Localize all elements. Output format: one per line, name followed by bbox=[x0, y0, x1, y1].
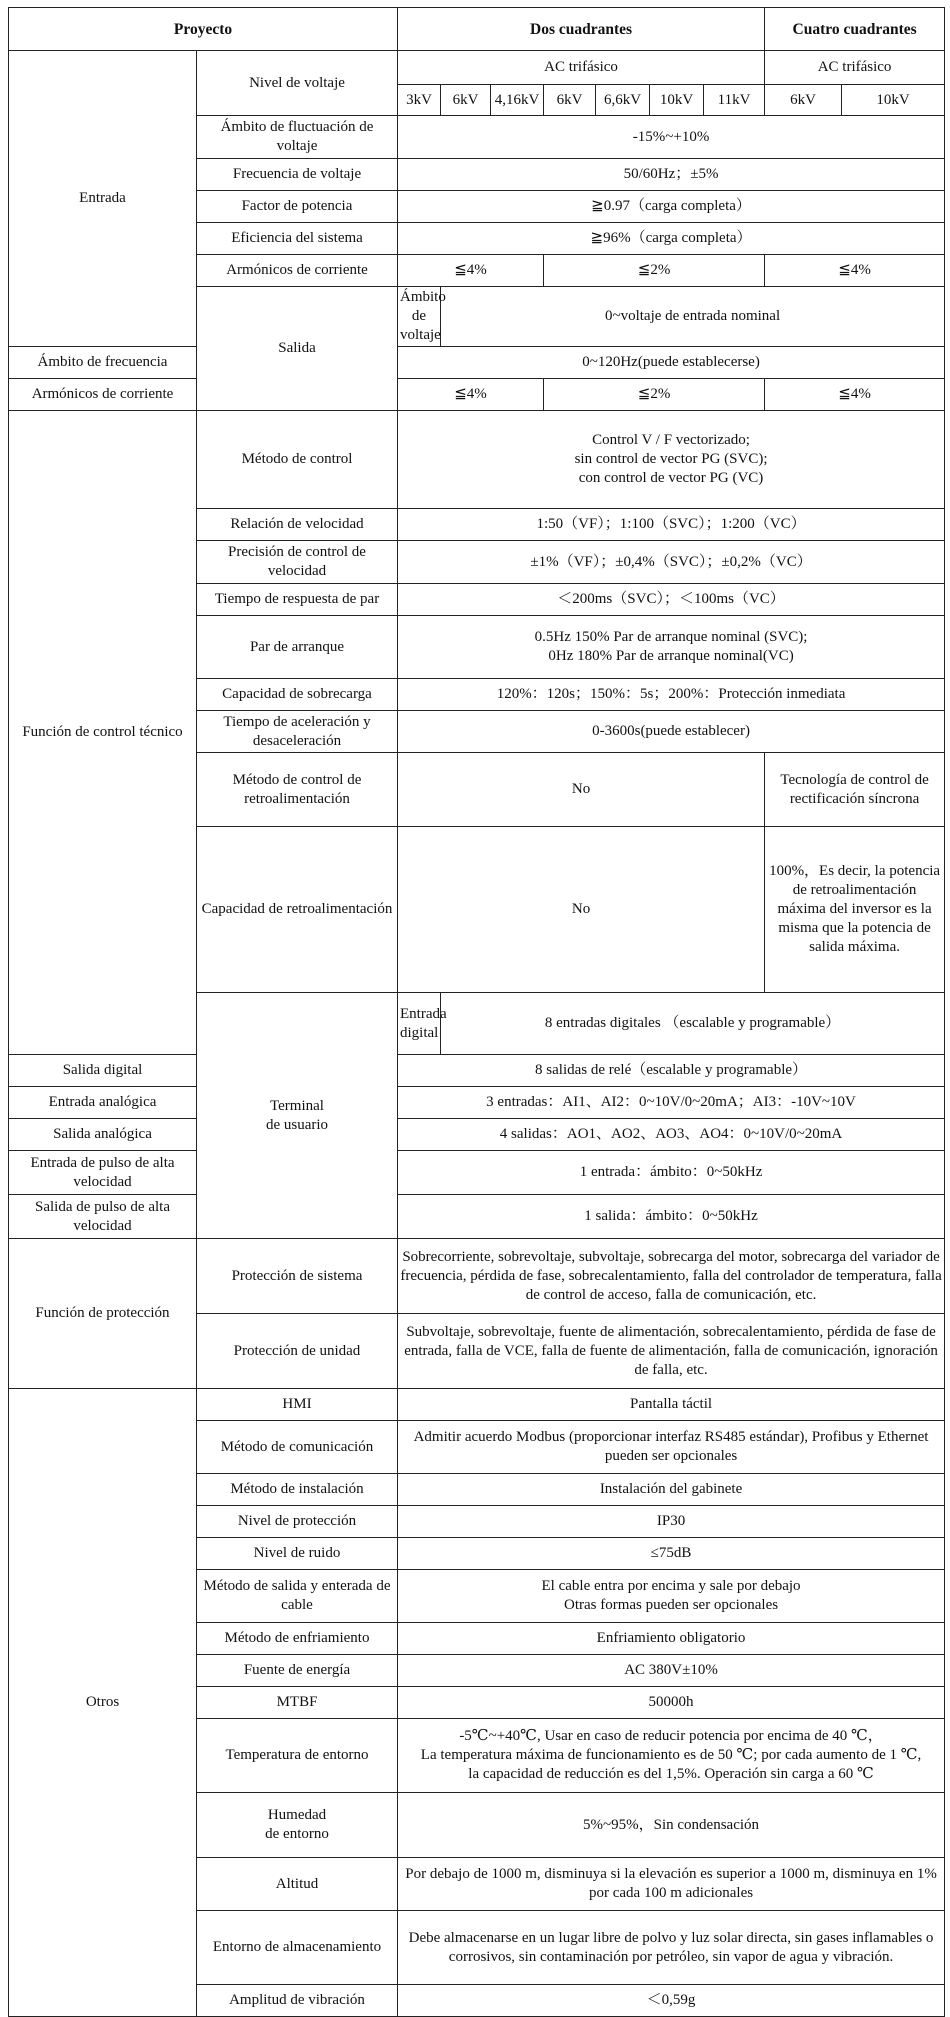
table-row bbox=[9, 1087, 945, 1119]
row-label-temperature: Temperatura de entorno bbox=[197, 1719, 398, 1793]
value-feedback-capacity-two-q: No bbox=[398, 827, 765, 993]
value-vibration: ＜0,59g bbox=[398, 1985, 945, 2017]
row-label-torque-response: Tiempo de respuesta de par bbox=[197, 584, 398, 616]
row-label-protection-level: Nivel de protección bbox=[197, 1506, 398, 1538]
row-label-harmonics-out: Armónicos de corriente bbox=[9, 379, 197, 411]
cable-line: El cable entra por encima y sale por debajo bbox=[541, 1578, 801, 1594]
row-label-voltage-range: Ámbito de voltaje bbox=[398, 287, 441, 347]
row-label-fluctuation: Ámbito de fluctuación de voltaje bbox=[197, 116, 398, 159]
header-four-quadrants: Cuatro cuadrantes bbox=[765, 8, 945, 51]
section-entrada: Entrada bbox=[9, 51, 197, 347]
value-cable bbox=[398, 1570, 945, 1623]
value-cooling: Enfriamiento obligatorio bbox=[398, 1623, 945, 1655]
value-efficiency: ≧96%（carga completa） bbox=[398, 223, 945, 255]
control-method-line: con control de vector PG (VC) bbox=[578, 470, 764, 486]
section-protection: Función de protección bbox=[9, 1239, 197, 1389]
row-label-hmi: HMI bbox=[197, 1389, 398, 1421]
row-label-speed-precision: Precisión de control de velocidad bbox=[197, 541, 398, 584]
voltage-value: 4,16kV bbox=[491, 85, 544, 116]
value-overload: 120%：120s；150%：5s；200%：Protección inmediata bbox=[398, 679, 945, 711]
row-label-control-method: Método de control bbox=[197, 411, 398, 509]
value-control-method bbox=[398, 411, 945, 509]
temperature-line: La temperatura máxima de funcionamiento es de 50 ℃; por cada aumento de 1 ℃, bbox=[420, 1747, 922, 1763]
value-harmonics-in-2: ≦2% bbox=[544, 255, 765, 287]
value-analog-out: 4 salidas：AO1、AO2、AO3、AO4：0~10V/0~20mA bbox=[398, 1119, 945, 1151]
value-communication: Admitir acuerdo Modbus (proporcionar interfaz RS485 estándar), Profibus y Ethernet pueden ser opcionales bbox=[398, 1421, 945, 1474]
value-torque-response: ＜200ms（SVC）；＜100ms（VC） bbox=[398, 584, 945, 616]
row-label-noise: Nivel de ruido bbox=[197, 1538, 398, 1570]
voltage-value: 10kV bbox=[842, 85, 945, 116]
row-label-accel: Tiempo de aceleración y desaceleración bbox=[197, 711, 398, 753]
value-humidity: 5%~95%，Sin condensación bbox=[398, 1793, 945, 1858]
value-system-protection: Sobrecorriente, sobrevoltaje, subvoltaje, sobrecarga del motor, sobrecarga del variador de frecuencia, pérdida de fase, sobrecalentamiento, falla del controlador de temperatura, falla de control de acceso, falla de comunicación, etc. bbox=[398, 1239, 945, 1314]
voltage-value: 11kV bbox=[704, 85, 765, 116]
value-mtbf: 50000h bbox=[398, 1687, 945, 1719]
row-label-starting-torque: Par de arranque bbox=[197, 616, 398, 679]
value-voltage-range: 0~voltaje de entrada nominal bbox=[441, 287, 945, 347]
row-label-harmonics-in: Armónicos de corriente bbox=[197, 255, 398, 287]
four-q-voltage-type: AC trifásico bbox=[765, 51, 945, 85]
value-fluctuation: -15%~+10% bbox=[398, 116, 945, 159]
row-label-frequency: Frecuencia de voltaje bbox=[197, 159, 398, 191]
value-protection-level: IP30 bbox=[398, 1506, 945, 1538]
voltage-value: 10kV bbox=[650, 85, 704, 116]
row-label-installation: Método de instalación bbox=[197, 1474, 398, 1506]
header-two-quadrants: Dos cuadrantes bbox=[398, 8, 765, 51]
row-label-vibration: Amplitud de vibración bbox=[197, 1985, 398, 2017]
value-temperature bbox=[398, 1719, 945, 1793]
row-label-cable: Método de salida y enterada de cable bbox=[197, 1570, 398, 1623]
value-power-factor: ≧0.97（carga completa） bbox=[398, 191, 945, 223]
header-row bbox=[9, 8, 945, 51]
value-analog-in: 3 entradas：AI1、AI2：0~10V/0~20mA；AI3：-10V~10V bbox=[398, 1087, 945, 1119]
row-label-overload: Capacidad de sobrecarga bbox=[197, 679, 398, 711]
value-noise: ≤75dB bbox=[398, 1538, 945, 1570]
row-label-pulse-out: Salida de pulso de alta velocidad bbox=[9, 1195, 197, 1239]
section-otros: Otros bbox=[9, 1389, 197, 2017]
table-row bbox=[9, 1389, 945, 1421]
cable-line: Otras formas pueden ser opcionales bbox=[563, 1597, 779, 1613]
value-feedback-method-two-q: No bbox=[398, 753, 765, 827]
value-hmi: Pantalla táctil bbox=[398, 1389, 945, 1421]
row-label-storage: Entorno de almacenamiento bbox=[197, 1911, 398, 1985]
value-accel: 0-3600s(puede establecer) bbox=[398, 711, 945, 753]
row-label-humidity bbox=[197, 1793, 398, 1858]
table-row bbox=[9, 347, 945, 379]
control-method-line: sin control de vector PG (SVC); bbox=[574, 451, 768, 467]
voltage-value: 6,6kV bbox=[596, 85, 650, 116]
value-power-source: AC 380V±10% bbox=[398, 1655, 945, 1687]
table-row bbox=[9, 1151, 945, 1195]
section-salida: Salida bbox=[197, 287, 398, 411]
row-label-analog-out: Salida analógica bbox=[9, 1119, 197, 1151]
section-control: Función de control técnico bbox=[9, 411, 197, 1055]
section-terminal bbox=[197, 993, 398, 1239]
humidity-label-line: de entorno bbox=[265, 1826, 329, 1842]
row-label-mtbf: MTBF bbox=[197, 1687, 398, 1719]
voltage-value: 6kV bbox=[765, 85, 842, 116]
header-project: Proyecto bbox=[9, 8, 398, 51]
temperature-line: -5℃~+40℃, Usar en caso de reducir potencia por encima de 40 ℃， bbox=[459, 1728, 883, 1744]
value-speed-ratio: 1:50（VF）；1:100（SVC）；1:200（VC） bbox=[398, 509, 945, 541]
temperature-line: la capacidad de reducción es del 1,5%. Operación sin carga a 60 ℃ bbox=[468, 1766, 874, 1782]
row-label-frequency-range: Ámbito de frecuencia bbox=[9, 347, 197, 379]
value-harmonics-in-1: ≦4% bbox=[398, 255, 544, 287]
value-harmonics-out-1: ≦4% bbox=[398, 379, 544, 411]
value-feedback-capacity-four-q: 100%，Es decir, la potencia de retroalimentación máxima del inversor es la misma que la potencia de salida máxima. bbox=[765, 827, 945, 993]
starting-torque-line: 0Hz 180% Par de arranque nominal(VC) bbox=[548, 648, 794, 664]
section-terminal-line: de usuario bbox=[265, 1116, 329, 1133]
value-altitude: Por debajo de 1000 m, disminuya si la elevación es superior a 1000 m, disminuya en 1% por cada 100 m adicionales bbox=[398, 1858, 945, 1911]
row-label-feedback-capacity: Capacidad de retroalimentación bbox=[197, 827, 398, 993]
value-pulse-in: 1 entrada：ámbito：0~50kHz bbox=[398, 1151, 945, 1195]
starting-torque-line: 0.5Hz 150% Par de arranque nominal (SVC); bbox=[534, 629, 808, 645]
value-harmonics-out-3: ≦4% bbox=[765, 379, 945, 411]
row-label-cooling: Método de enfriamiento bbox=[197, 1623, 398, 1655]
value-feedback-method-four-q: Tecnología de control de rectificación síncrona bbox=[765, 753, 945, 827]
value-pulse-out: 1 salida：ámbito：0~50kHz bbox=[398, 1195, 945, 1239]
table-row bbox=[9, 1119, 945, 1151]
value-unit-protection: Subvoltaje, sobrevoltaje, fuente de alimentación, sobrecalentamiento, pérdida de fase de entrada, falla de VCE, falla de fuente de alimentación, falla de comunicación, ignoración de falla, etc. bbox=[398, 1314, 945, 1389]
table-row bbox=[9, 1055, 945, 1087]
value-installation: Instalación del gabinete bbox=[398, 1474, 945, 1506]
value-storage: Debe almacenarse en un lugar libre de polvo y luz solar directa, sin gases inflamables o corrosivos, sin contaminación por petróleo, sin vapor de agua y vibración. bbox=[398, 1911, 945, 1985]
section-terminal-line: Terminal bbox=[270, 1097, 324, 1114]
row-label-communication: Método de comunicación bbox=[197, 1421, 398, 1474]
value-digital-out: 8 salidas de relé（escalable y programable） bbox=[398, 1055, 945, 1087]
row-label-analog-in: Entrada analógica bbox=[9, 1087, 197, 1119]
table-row bbox=[9, 1195, 945, 1239]
row-label-digital-in: Entrada digital bbox=[398, 993, 441, 1055]
voltage-value: 6kV bbox=[544, 85, 596, 116]
row-label-pulse-in: Entrada de pulso de alta velocidad bbox=[9, 1151, 197, 1195]
row-label-speed-ratio: Relación de velocidad bbox=[197, 509, 398, 541]
value-speed-precision: ±1%（VF）；±0,4%（SVC）；±0,2%（VC） bbox=[398, 541, 945, 584]
table-row bbox=[9, 411, 945, 509]
row-label-unit-protection: Protección de unidad bbox=[197, 1314, 398, 1389]
control-method-line: Control V / F vectorizado; bbox=[592, 432, 750, 448]
row-label-feedback-method: Método de control de retroalimentación bbox=[197, 753, 398, 827]
row-label-digital-out: Salida digital bbox=[9, 1055, 197, 1087]
value-harmonics-in-3: ≦4% bbox=[765, 255, 945, 287]
value-digital-in: 8 entradas digitales （escalable y programable） bbox=[441, 993, 945, 1055]
value-frequency-range: 0~120Hz(puede establecerse) bbox=[398, 347, 945, 379]
two-q-voltage-type: AC trifásico bbox=[398, 51, 765, 85]
row-label-power-factor: Factor de potencia bbox=[197, 191, 398, 223]
table-row bbox=[9, 51, 945, 85]
table-row bbox=[9, 379, 945, 411]
humidity-label-line: Humedad bbox=[267, 1807, 327, 1823]
voltage-value: 3kV bbox=[398, 85, 441, 116]
row-label-voltage-level: Nivel de voltaje bbox=[197, 51, 398, 116]
row-label-altitude: Altitud bbox=[197, 1858, 398, 1911]
value-starting-torque bbox=[398, 616, 945, 679]
voltage-value: 6kV bbox=[441, 85, 491, 116]
value-harmonics-out-2: ≦2% bbox=[544, 379, 765, 411]
value-frequency: 50/60Hz；±5% bbox=[398, 159, 945, 191]
spec-table bbox=[8, 7, 945, 2017]
row-label-power-source: Fuente de energía bbox=[197, 1655, 398, 1687]
table-row bbox=[9, 1239, 945, 1314]
row-label-efficiency: Eficiencia del sistema bbox=[197, 223, 398, 255]
row-label-system-protection: Protección de sistema bbox=[197, 1239, 398, 1314]
